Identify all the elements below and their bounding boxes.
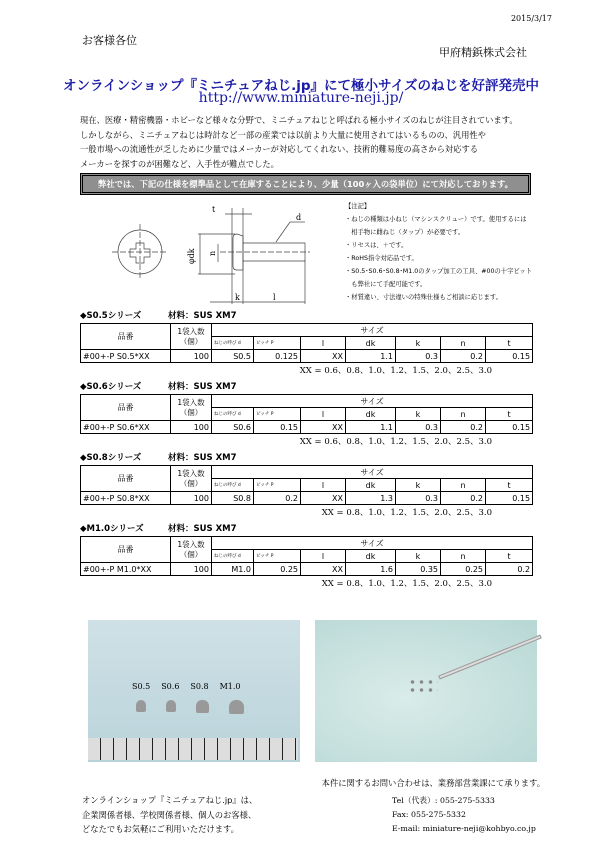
header-size: サイズ [212,466,533,479]
cell-qty: 100 [171,421,212,434]
phone-number: Tel（代表）: 055-275-5333 [392,796,495,805]
cell-qty: 100 [171,563,212,576]
screw-image [229,700,244,714]
header-n: n [441,408,486,421]
header-t: t [486,479,533,492]
header-d: ねじの呼び d [212,408,254,421]
cell-l: XX [301,421,346,434]
cell-qty: 100 [171,350,212,363]
diagram-label-n: n [208,250,217,256]
length-options: XX = 0.8、1.0、1.2、1.5、2.0、2.5、3.0 [321,579,492,589]
series-name: ◆M1.0シリーズ [80,524,144,534]
photo-size-label: S0.8 [190,682,209,691]
cell-part: #00+-P S0.6*XX [81,421,171,434]
notes-list [345,200,600,304]
header-quantity: 1袋入数（個） [171,537,212,563]
table-row [81,563,533,576]
series-material: 材料：SUS XM7 [168,311,237,321]
diagram-label-dk: φdk [187,248,196,264]
header-n: n [441,479,486,492]
cell-p: 0.25 [254,563,301,576]
screw-image [196,700,209,713]
headline-title: オンラインショップ『ミニチュアねじ.jp』にて極小サイズのねじを好評発売中 [63,78,539,94]
header-quantity: 1袋入数（個） [171,395,212,421]
header-size: サイズ [212,395,533,408]
cell-qty: 100 [171,492,212,505]
header-size: サイズ [212,537,533,550]
header-k: k [396,479,441,492]
header-k: k [396,337,441,350]
series-section [80,523,532,590]
spec-table [80,536,533,576]
series-name: ◆S0.5シリーズ [80,311,142,321]
length-options: XX = 0.6、0.8、1.0、1.2、1.5、2.0、2.5、3.0 [299,437,492,447]
screw-image [166,700,176,712]
photo-size-label: M1.0 [219,682,241,691]
notice-banner: 弊社では、下記の仕様を標準品として在庫することにより、少量（100ヶ入の袋単位）にて対応しております。 [80,173,531,195]
cell-d: S0.6 [212,421,254,434]
header-part-number: 品番 [81,324,171,350]
footer-inquiry: 本件に関するお問い合わせは、業務部営業課にて承ります。 [321,778,545,788]
header-part-number: 品番 [81,395,171,421]
header-n: n [441,550,486,563]
cell-part: #00+-P S0.8*XX [81,492,171,505]
intro-paragraph [80,113,550,171]
header-dk: dk [346,408,396,421]
note-item: ・材質違い、寸法違いの特殊仕様もご相談に応じます。 [345,294,502,301]
header-n: n [441,337,486,350]
cell-part: #00+-P S0.5*XX [81,350,171,363]
header-l: l [301,479,346,492]
intro-line: しかしながら、ミニチュアねじは時計など一部の産業では以前より大量に使用されてはいるものの、汎用性や [80,129,486,140]
series-name: ◆S0.8シリーズ [80,453,142,463]
cell-part: #00+-P M1.0*XX [81,563,171,576]
tweezers-image [438,635,541,680]
screw-image [136,700,146,712]
shop-url-link[interactable]: http://www.miniature-neji.jp/ [198,90,404,106]
cell-t: 0.2 [486,563,533,576]
footer-line: 企業関係者様、学校関係者様、個人のお客様、 [82,809,257,820]
header-pitch: ピッチ P [254,337,301,350]
series-material: 材料：SUS XM7 [168,453,237,463]
note-item: 相手物に雌ねじ（タップ）が必要です。 [345,229,465,236]
footer-contact [392,794,536,836]
cell-k: 0.3 [396,421,441,434]
cell-p: 0.125 [254,350,301,363]
length-options: XX = 0.8、1.0、1.2、1.5、2.0、2.5、3.0 [321,508,492,518]
footer-line: どなたでもお気軽にご利用いただけます。 [82,824,239,834]
diagram-label-t: t [212,205,216,214]
header-k: k [396,408,441,421]
photo-screws-tweezers [315,620,537,762]
notes-heading: 【注記】 [345,203,371,210]
cell-d: S0.5 [212,350,254,363]
series-section [80,310,532,377]
cell-dk: 1.3 [346,492,396,505]
cell-t: 0.15 [486,492,533,505]
table-row [81,421,533,434]
header-dk: dk [346,550,396,563]
header-l: l [301,550,346,563]
note-item: も弊社にて手配可能です。 [345,281,427,288]
header-dk: dk [346,479,396,492]
length-options: XX = 0.6、0.8、1.0、1.2、1.5、2.0、2.5、3.0 [299,366,492,376]
series-material: 材料：SUS XM7 [168,524,237,534]
cell-d: S0.8 [212,492,254,505]
header-d: ねじの呼び d [212,479,254,492]
footer-line: オンラインショップ『ミニチュアねじ.jp』は、 [82,795,258,805]
cell-dk: 1.6 [346,563,396,576]
cell-n: 0.2 [441,492,486,505]
ruler [88,738,298,760]
note-item: ・リセスは、＋です。 [345,242,408,249]
header-l: l [301,337,346,350]
email-link[interactable]: E-mail: miniature-neji@kohbyo.co.jp [392,824,536,833]
header-part-number: 品番 [81,466,171,492]
header-quantity: 1袋入数（個） [171,324,212,350]
cell-t: 0.15 [486,421,533,434]
cell-d: M1.0 [212,563,254,576]
intro-line: 一般市場への流通性が乏しために少量ではメーカーが対応してくれない、技術的難易度の高さから対応する [80,144,479,154]
header-l: l [301,408,346,421]
series-section [80,452,532,519]
cell-k: 0.3 [396,350,441,363]
cell-k: 0.3 [396,492,441,505]
spec-table [80,323,533,363]
header-k: k [396,550,441,563]
cell-n: 0.2 [441,421,486,434]
header-d: ねじの呼び d [212,550,254,563]
header-t: t [486,337,533,350]
header-pitch: ピッチ P [254,550,301,563]
diagram-label-k: k [235,293,240,302]
series-name: ◆S0.6シリーズ [80,382,142,392]
photo-size-label: S0.5 [132,682,151,691]
header-quantity: 1袋入数（個） [171,466,212,492]
header-pitch: ピッチ P [254,479,301,492]
note-item: ・ねじの種類は小ねじ（マシンスクリュー）です。使用するには [345,216,527,223]
intro-line: 現在、医療・精密機器・ホビーなど様々な分野で、ミニチュアねじと呼ばれる極小サイズのねじが注目されています。 [80,115,518,125]
cell-k: 0.35 [396,563,441,576]
header-size: サイズ [212,324,533,337]
table-row [81,492,533,505]
header-t: t [486,550,533,563]
cell-dk: 1.1 [346,350,396,363]
intro-line: メーカーを探すのが困難など、入手性が難点でした。 [80,158,279,169]
header-t: t [486,408,533,421]
header-d: ねじの呼び d [212,337,254,350]
addressee: お客様各位 [82,34,137,47]
note-item: ・RoHS指令対応品です。 [345,255,418,262]
screw-diagram [80,200,340,308]
series-section [80,381,532,448]
fax-number: Fax: 055-275-5332 [392,810,466,819]
cell-n: 0.25 [441,563,486,576]
header-pitch: ピッチ P [254,408,301,421]
cell-dk: 1.1 [346,421,396,434]
cell-t: 0.15 [486,350,533,363]
footer-shop-info [82,793,257,837]
photo-screw-sizes [88,620,300,762]
spec-table [80,394,533,434]
header-dk: dk [346,337,396,350]
cell-p: 0.2 [254,492,301,505]
cell-l: XX [301,492,346,505]
date: 2015/3/17 [510,14,552,23]
cell-n: 0.2 [441,350,486,363]
company-name: 甲府精鋲株式会社 [439,46,527,59]
series-material: 材料：SUS XM7 [168,382,237,392]
header-part-number: 品番 [81,537,171,563]
series-list [80,310,532,594]
cell-p: 0.15 [254,421,301,434]
diagram-label-d: d [296,213,302,222]
photo-size-label: S0.6 [161,682,180,691]
spec-table [80,465,533,505]
cell-l: XX [301,350,346,363]
small-screws-image [408,678,438,694]
table-row [81,350,533,363]
cell-l: XX [301,563,346,576]
note-item: ・S0.5･S0.6･S0.8･M1.0のタップ加工の工具、#00の十字ビット [345,268,533,275]
diagram-label-l: l [273,293,276,302]
